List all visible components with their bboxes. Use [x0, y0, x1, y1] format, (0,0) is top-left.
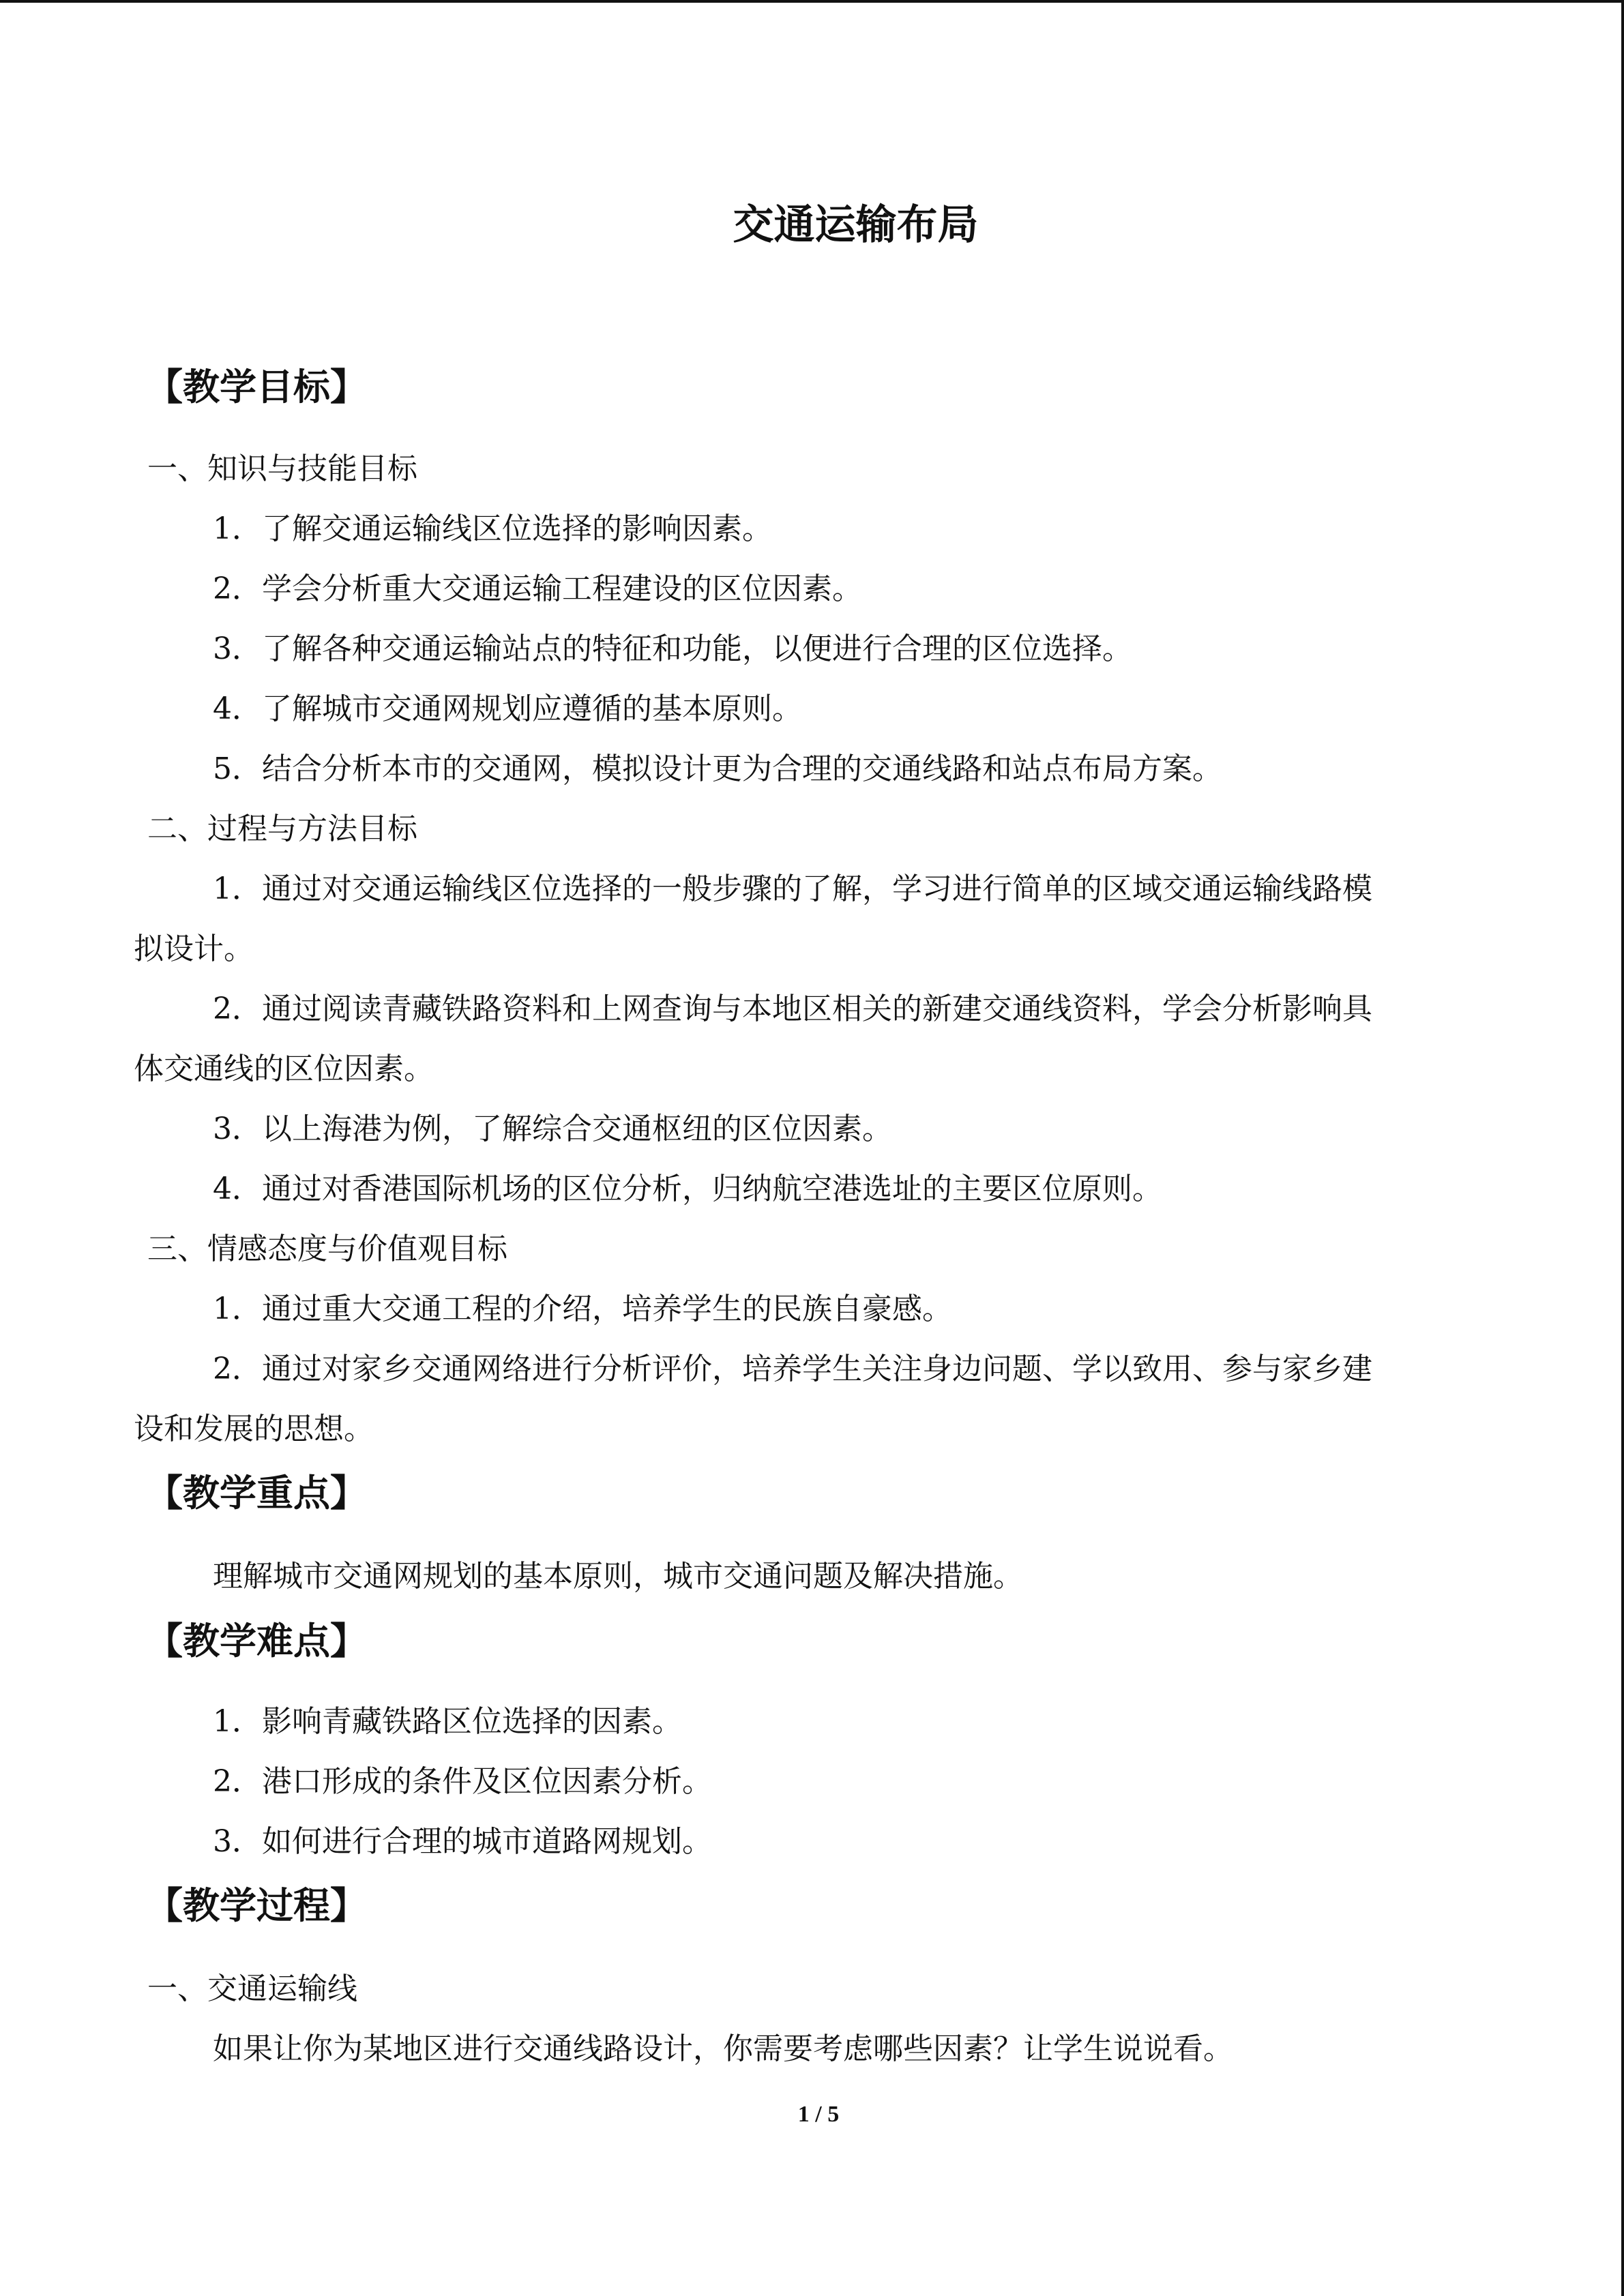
document-title: 交通运输布局 — [733, 201, 979, 249]
subheading-emotion: 三、情感态度与价值观目标 — [147, 1232, 507, 1266]
knowledge-item-3: 3．了解各种交通运输站点的特征和功能，以便进行合理的区位选择。 — [213, 631, 1132, 666]
difficulty-item-1: 1．影响青藏铁路区位选择的因素。 — [213, 1704, 682, 1739]
knowledge-item-2: 2．学会分析重大交通运输工程建设的区位因素。 — [213, 571, 862, 606]
knowledge-item-5: 5．结合分析本市的交通网，模拟设计更为合理的交通线路和站点布局方案。 — [213, 751, 1222, 786]
emotion-item-2-line-2: 设和发展的思想。 — [134, 1412, 374, 1446]
page-indicator: 1 / 5 — [797, 2102, 840, 2127]
process-item-4: 4．通过对香港国际机场的区位分析，归纳航空港选址的主要区位原则。 — [213, 1172, 1162, 1206]
process-item-2-line-2: 体交通线的区位因素。 — [134, 1052, 434, 1086]
difficulty-item-3: 3．如何进行合理的城市道路网规划。 — [213, 1824, 712, 1859]
section-heading-difficulties: 【教学难点】 — [146, 1620, 367, 1663]
process-item-3: 3．以上海港为例，了解综合交通枢纽的区位因素。 — [213, 1112, 892, 1146]
subheading-process: 二、过程与方法目标 — [147, 811, 417, 846]
section-heading-process: 【教学过程】 — [146, 1884, 367, 1927]
process-item-1-line-1: 1．通过对交通运输线区位选择的一般步骤的了解，学习进行简单的区域交通运输线路模 — [213, 871, 1372, 906]
emotion-item-1: 1．通过重大交通工程的介绍，培养学生的民族自豪感。 — [213, 1292, 952, 1326]
knowledge-item-4: 4．了解城市交通网规划应遵循的基本原则。 — [213, 691, 802, 726]
section-heading-key-points: 【教学重点】 — [146, 1472, 367, 1515]
key-points-text: 理解城市交通网规划的基本原则，城市交通问题及解决措施。 — [213, 1559, 1023, 1594]
right-border — [1621, 0, 1624, 2296]
difficulty-item-2: 2．港口形成的条件及区位因素分析。 — [213, 1764, 712, 1799]
section-heading-objectives: 【教学目标】 — [146, 366, 367, 408]
process-item-2-line-1: 2．通过阅读青藏铁路资料和上网查询与本地区相关的新建交通线资料，学会分析影响具 — [213, 992, 1372, 1026]
top-border — [0, 0, 1624, 3]
process-item-1-line-2: 拟设计。 — [134, 931, 254, 966]
subheading-knowledge: 一、知识与技能目标 — [147, 451, 417, 486]
process-text: 如果让你为某地区进行交通线路设计，你需要考虑哪些因素？让学生说说看。 — [213, 2031, 1233, 2066]
process-subheading: 一、交通运输线 — [147, 1971, 357, 2006]
knowledge-item-1: 1．了解交通运输线区位选择的影响因素。 — [213, 511, 772, 546]
emotion-item-2-line-1: 2．通过对家乡交通网络进行分析评价，培养学生关注身边问题、学以致用、参与家乡建 — [213, 1352, 1372, 1386]
